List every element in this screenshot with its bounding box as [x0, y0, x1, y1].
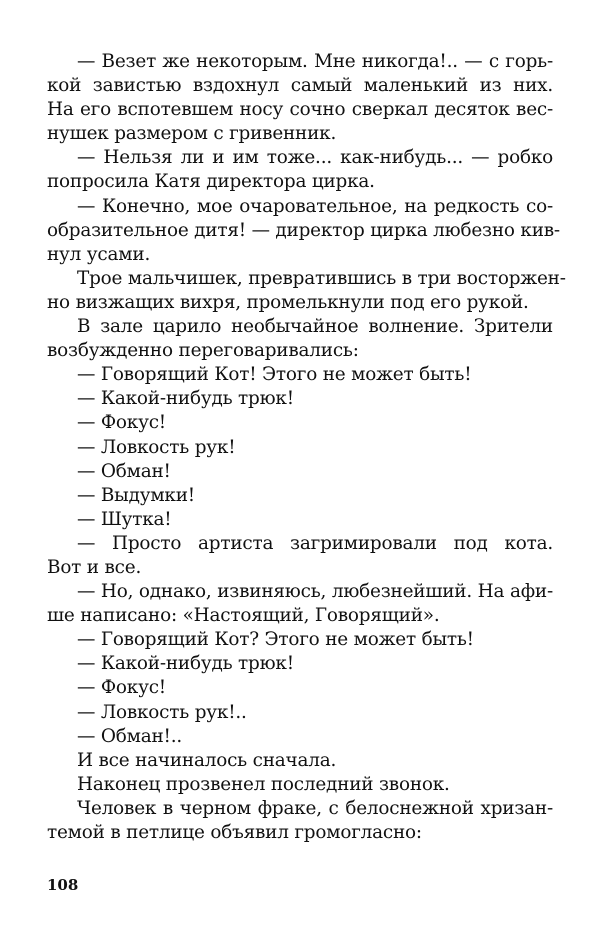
text-line: — Но, однако, извиняюсь, любезнейший. На афи- [77, 581, 553, 603]
text-line: — Какой-нибудь трюк! [77, 653, 294, 675]
body-text [47, 50, 566, 845]
text-line: но визжащих вихря, промелькнули под его рукой. [47, 291, 529, 313]
text-line: ше написано: «Настоящий, Говорящий». [47, 605, 440, 627]
text-line: Наконец прозвенел последний звонок. [77, 773, 450, 795]
text-line: — Просто артиста загримировали под кота. [77, 532, 553, 554]
text-line: — Фокус! [77, 412, 166, 434]
text-line: И все начиналось сначала. [77, 749, 337, 771]
text-line: — Говорящий Кот? Этого не может быть! [77, 629, 474, 651]
text-line: На его вспотевшем носу сочно сверкал десяток вес- [47, 99, 553, 121]
page-number: 108 [47, 876, 79, 894]
text-line: — Шутка! [77, 508, 172, 530]
text-line: — Обман! [77, 460, 171, 482]
text-line: попросила Катя директора цирка. [47, 171, 375, 193]
text-line: — Говорящий Кот! Этого не может быть! [77, 364, 472, 386]
text-line: Вот и все. [47, 556, 142, 578]
text-line: нул усами. [47, 243, 151, 265]
text-line: нушек размером с гривенник. [47, 123, 337, 145]
text-line: Человек в черном фраке, с белоснежной хризан- [77, 797, 553, 819]
text-line: — Конечно, мое очаровательное, на редкость со- [77, 195, 553, 217]
text-line: кой завистью вздохнул самый маленький из них. [47, 75, 553, 97]
text-line: — Фокус! [77, 677, 166, 699]
text-line: — Какой-нибудь трюк! [77, 388, 294, 410]
text-line: — Выдумки! [77, 484, 195, 506]
text-line: — Нельзя ли и им тоже... как-нибудь... — робко [77, 147, 553, 169]
text-line: Трое мальчишек, превратившись в три восторжен- [77, 267, 566, 289]
text-line: образительное дитя! — директор цирка любезно кив- [47, 219, 560, 241]
text-line: — Ловкость рук!.. [77, 701, 247, 723]
text-line: — Обман!.. [77, 725, 182, 747]
text-line: — Везет же некоторым. Мне никогда!.. — с горь- [77, 51, 553, 72]
text-line: В зале царило необычайное волнение. Зрители [77, 316, 553, 338]
text-line: возбужденно переговаривались: [47, 340, 359, 362]
text-line: — Ловкость рук! [77, 436, 236, 458]
text-line: темой в петлице объявил громогласно: [47, 822, 422, 843]
